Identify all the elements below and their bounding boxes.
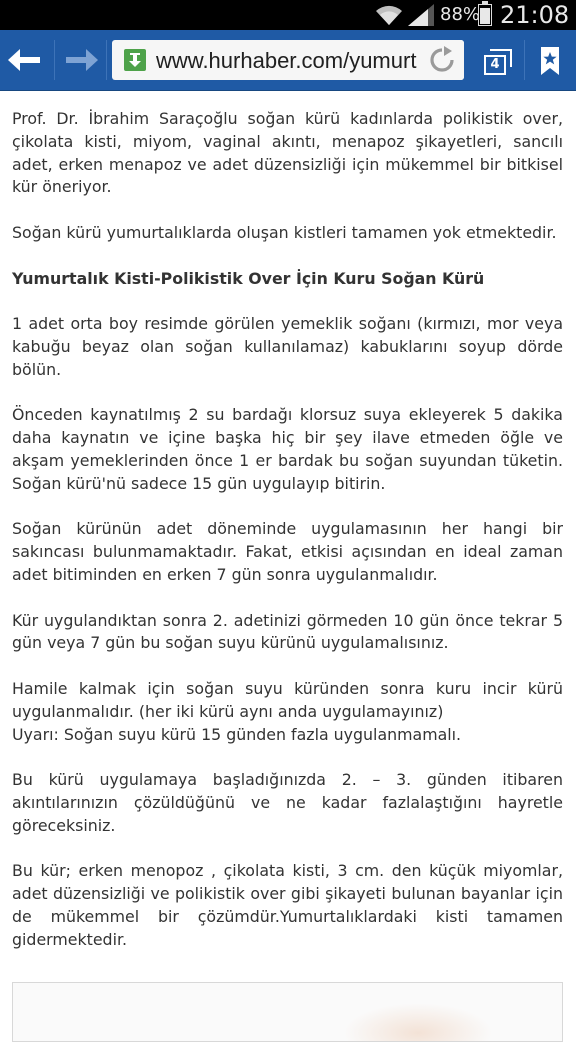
reload-button[interactable] xyxy=(418,40,464,80)
battery-percent: 88% xyxy=(440,4,481,25)
article-paragraph: Soğan kürünün adet döneminde uygulamasının her hangi bir sakıncası bulunmamaktadır. Fakat, etkisi açısından en ideal zaman adet bitiminden en erken 7 gün sonra uygulanmalıdır. xyxy=(12,519,563,584)
forward-arrow-icon xyxy=(60,44,100,76)
wifi-icon xyxy=(374,3,404,27)
article-paragraph: Kür uygulandıktan sonra 2. adetinizi görmeden 10 gün önce tekrar 5 gün veya 7 gün bu soğan suyu kürünü uygulamalısınız. xyxy=(12,610,563,653)
clock: 21:08 xyxy=(500,1,570,29)
toolbar-divider xyxy=(106,40,107,80)
status-bar xyxy=(0,0,576,30)
article-warning: Uyarı: Soğan suyu kürü 15 günden fazla uygulanmamalı. xyxy=(12,724,462,744)
tab-count: 4 xyxy=(484,55,506,75)
article-line: Hamile kalmak için soğan suyu küründen sonra kuru incir kürü uygulanmalıdır. (her iki kürü aynı anda uygulamayınız) xyxy=(12,678,563,721)
bookmark-icon xyxy=(536,44,564,78)
article-paragraph: Bu kür; erken menopoz , çikolata kisti, 3 cm. den küçük miyomlar, adet düzensizliği ve polikistik over gibi şikayeti bulunan bayanlar için de mükemmel bir çözümdür.Yumurtalıklardaki kisti tamamen gidermektedir. xyxy=(12,861,563,949)
article-body xyxy=(12,108,563,974)
reload-icon xyxy=(428,46,456,74)
article-heading: Yumurtalık Kisti-Polikistik Over İçin Kuru Soğan Kürü xyxy=(12,268,485,288)
forward-button[interactable] xyxy=(60,44,100,76)
toolbar-divider xyxy=(524,40,525,80)
article-image xyxy=(12,982,563,1042)
article-paragraph: Bu kürü uygulamaya başladığınızda 2. – 3. günden itibaren akıntılarınızın çözüldüğünü ve ne kadar fazlalaştığını hayretle göreceksiniz. xyxy=(12,770,563,835)
bookmark-button[interactable] xyxy=(536,44,564,78)
article-paragraph: 1 adet orta boy resimde görülen yemeklik soğanı (kırmızı, mor veya kabuğu beyaz olan soğan kullanılamaz) kabuklarını soyup dörde bölün. xyxy=(12,314,563,379)
article-paragraph: Soğan kürü yumurtalıklarda oluşan kistleri tamamen yok etmektedir. xyxy=(12,222,557,242)
article-paragraph: Önceden kaynatılmış 2 su bardağı klorsuz suya ekleyerek 5 dakika daha kaynatın ve içine başka hiç bir şey ilave etmeden öğle ve akşam yemeklerinden önce 1 er bardak bu soğan suyundan tüketin. Soğan kürü'nü sadece 15 gün uygulayıp bitirin. xyxy=(12,405,563,493)
battery-icon xyxy=(478,4,492,26)
article-paragraph xyxy=(12,678,563,746)
article-image-content xyxy=(343,1003,493,1042)
tabs-button[interactable] xyxy=(478,43,514,77)
signal-icon xyxy=(408,4,436,26)
toolbar-divider xyxy=(54,40,55,80)
article-paragraph: Prof. Dr. İbrahim Saraçoğlu soğan kürü kadınlarda polikistik over, çikolata kisti, miyom, vaginal akıntı, menapoz şikayetleri, sancılı adet, erken menapoz ve adet düzensizliği için mükemmel bir bitkisel kür öneriyor. xyxy=(12,109,563,197)
back-button[interactable] xyxy=(6,44,46,76)
url-text: www.hurhaber.com/yumurt xyxy=(156,48,417,73)
browser-toolbar xyxy=(0,30,576,91)
address-bar[interactable] xyxy=(112,40,464,80)
site-icon xyxy=(124,49,146,71)
back-arrow-icon xyxy=(6,44,46,76)
